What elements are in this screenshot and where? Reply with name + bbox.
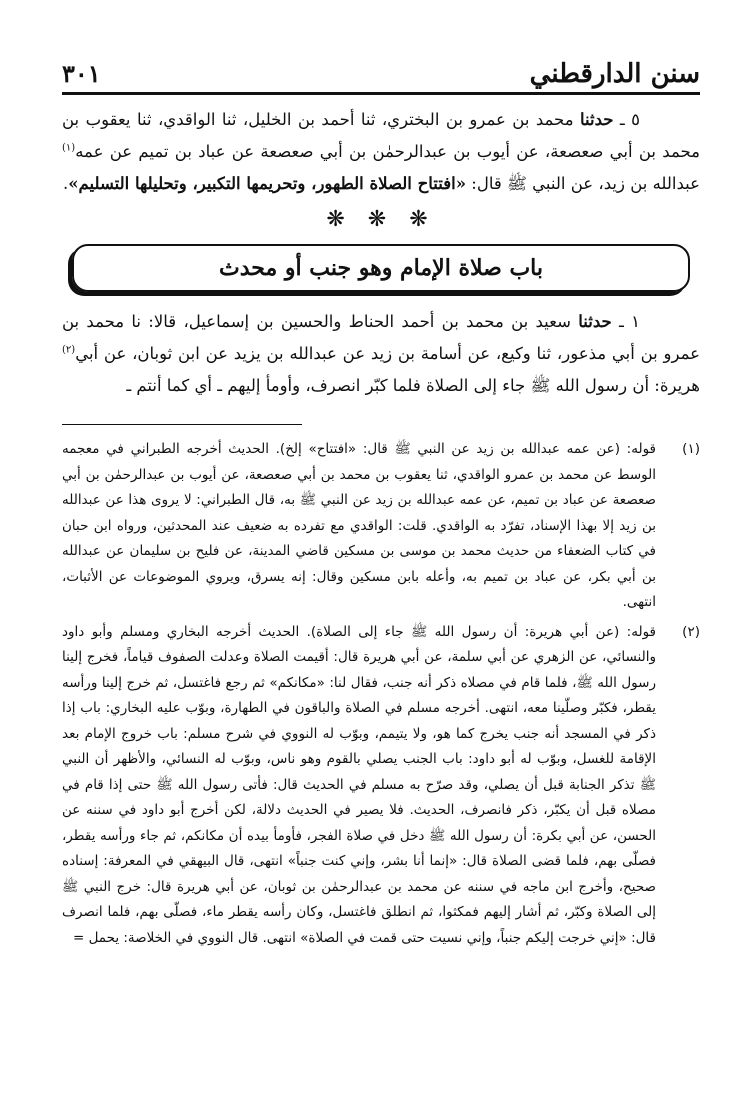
chapter-heading: باب صلاة الإمام وهو جنب أو محدث [72,244,690,292]
hadith-5-quote: «افتتاح الصلاة الطهور، وتحريمها التكبير، وتحليلها التسليم» [68,174,467,193]
header-rule [62,92,700,95]
hadith-1-text: سعيد بن محمد بن أحمد الحناط والحسين بن إسماعيل، قالا: نا محمد بن عمرو بن أبي مذعور، ثنا وكيع، عن أسامة بن زيد عن عبدالله بن يزيد عن ابن ثوبان، عن أبي [62,312,700,363]
page-number: ٣٠١ [62,59,101,88]
footnote-1-text: قوله: (عن عمه عبدالله بن زيد عن النبي ﷺ قال: «افتتاح» إلخ). الحديث أخرجه الطبراني في معجمه الوسط عن محمد بن عمرو الواقدي، ثنا يعقوب بن محمد بن أبي صعصعة، عن أيوب بن عبدالرحمٰن بن أبي صعصعة عن عباد بن تميم، عن عمه عبدالله بن زيد عن النبي ﷺ به، قال الطبراني: لا يروى هذا عن عبدالله بن زيد إلا بهذا الإسناد، تفرّد به الواقدي. قلت: الواقدي مع تفرده به ضعيف عند المحدثين، ورواه ابن حبان في كتاب الضعفاء من حديث محمد بن موسى بن مسكين قاضي المدينة، عن فليح بن سليمان عن عبدالله بن أبي بكر، عن عباد بن تميم به، وأعله بابن مسكين وقال: إنه يسرق، ويروي الموضوعات عن الأثبات، انتهى. [62,441,656,610]
hadith-1 [62,306,700,402]
separator-stars: ❋ ❋ ❋ [326,207,436,232]
footnote-1-number: (١) [682,441,700,457]
hadith-1-text2: هريرة: أن رسول الله ﷺ جاء إلى الصلاة فلما كبّر انصرف، وأومأ إليهم ـ أي كما أنتم ـ [126,376,700,395]
footnote-ref-2[interactable]: (٢) [62,344,76,356]
main-text [62,104,700,402]
hadith-5-text: محمد بن عمرو بن البختري، ثنا أحمد بن الخليل، ثنا الواقدي، ثنا يعقوب بن محمد بن أبي صعصعة، عن أيوب بن عبدالرحمٰن بن أبي صعصعة عن عباد بن تميم عن عمه [62,110,700,161]
hadith-5-text2: عبدالله بن زيد، عن النبي ﷺ قال: [471,174,700,193]
hadith-1-number: ١ ـ [619,312,641,331]
footnote-divider [62,424,302,425]
hadith-5-end: . [62,174,69,193]
hadith-1-lead: حدثنا [578,312,612,331]
hadith-5-number: ٥ ـ [619,110,640,129]
hadith-5-lead: حدثنا [579,110,614,129]
footnote-ref-1[interactable]: (١) [62,142,76,154]
footnote-2 [62,620,700,952]
book-title: سنن الدارقطني [529,59,700,89]
book-page [62,54,700,955]
footnote-1 [62,437,700,616]
footnote-2-text: قوله: (عن أبي هريرة: أن رسول الله ﷺ جاء إلى الصلاة). الحديث أخرجه البخاري ومسلم وأبو داود والنسائي، عن الزهري عن أبي سلمة، عن أبي هريرة قال: أقيمت الصلاة وعدلت الصفوف قياماً، فخرج إلينا رسول الله ﷺ، فلما قام في مصلاه ذكر أنه جنب، فقال لنا: «مكانكم» ثم رجع فاغتسل، ثم خرج إلينا ورأسه يقطر، فكبّر وصلّينا معه، انتهى. أخرجه مسلم في الصلاة والباقون في الطهارة، وبوّب عليه البخاري: باب إذا ذكر في المسجد أنه جنب يخرج كما هو، ولا يتيمم، وبوّب له النووي في شرح مسلم: باب خروج الإمام بعد الإقامة للغسل، وبوّب له أبو داود: باب الجنب يصلي بالقوم وهو ناس، وبوّب له النسائي، والأظهر أن النبي ﷺ تذكر الجنابة قبل أن يصلي، وقد صرّح به مسلم في الحديث قال: فأتى رسول الله ﷺ حتى إذا قام في مصلاه قبل أن يكبّر، ذكر فانصرف، الحديث. فلا يصير في الحديث دلالة، لكن أخرج أبو داود في سننه عن الحسن، عن أبي بكرة: أن رسول الله ﷺ دخل في صلاة الفجر، فأومأ بيده أن مكانكم، ثم جاء ورأسه يقطر، فصلّى بهم، فلما قضى الصلاة قال: «إنما أنا بشر، وإني كنت جنباً» انتهى، قال البيهقي في المعرفة: إسناده صحيح، وأخرج ابن ماجه في سننه عن محمد بن عبدالرحمٰن بن ثوبان، عن أبي هريرة قال: خرج النبي ﷺ إلى الصلاة وكبّر، ثم أشار إليهم فمكثوا، ثم انطلق فاغتسل، وكان رأسه يقطر ماء، فصلّى بهم، فلما انصرف قال: «إني خرجت إليكم جنباً، وإني نسيت حتى قمت في الصلاة» انتهى. قال النووي في الخلاصة: يحمل = [62,623,656,946]
footnote-2-number: (٢) [682,623,700,640]
footnotes [62,437,700,951]
hadith-5 [62,104,700,200]
